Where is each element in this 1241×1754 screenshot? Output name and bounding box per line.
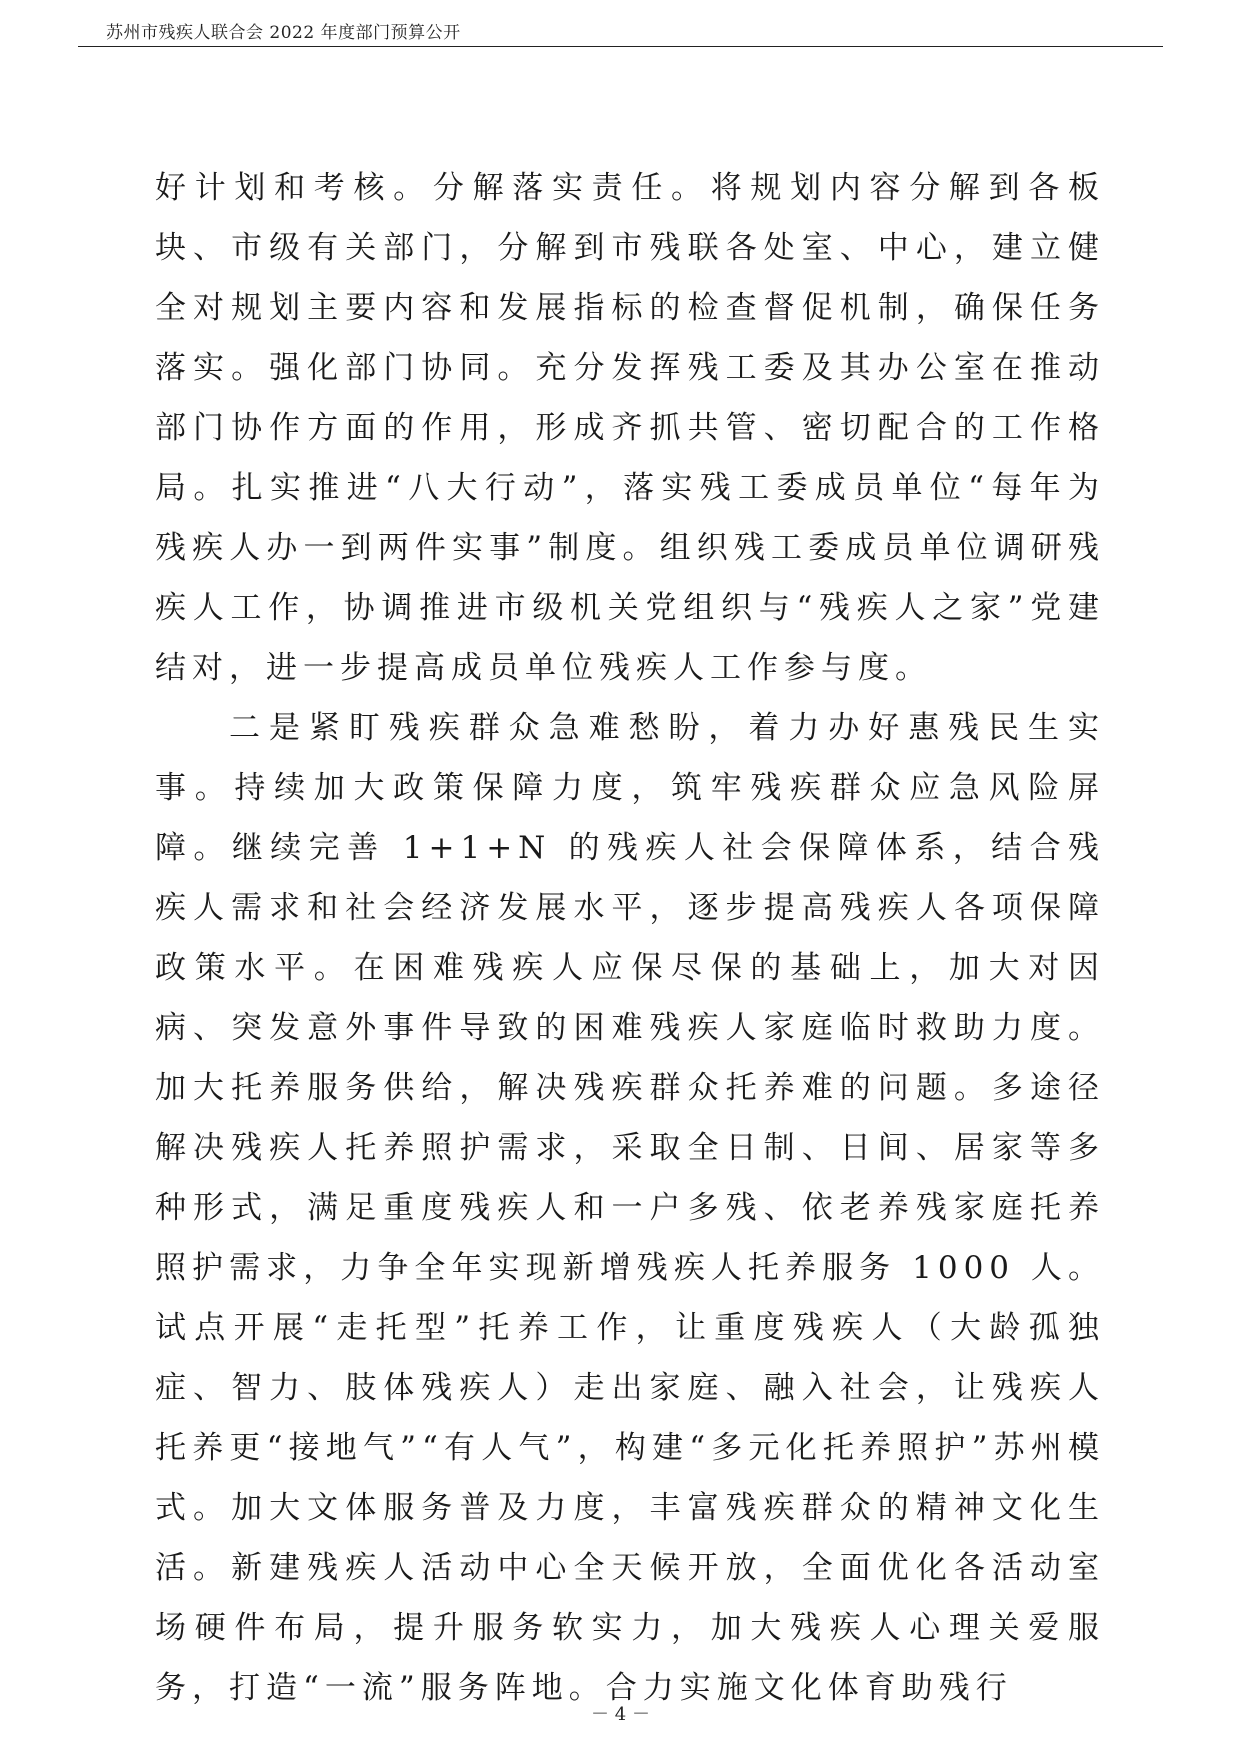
page-number: － 4 － [591,1704,650,1725]
paragraph-point-two: 二是紧盯残疾群众急难愁盼，着力办好惠残民生实事。持续加大政策保障力度，筑牢残疾群众应急风险屏障。继续完善 1+1+N 的残疾人社会保障体系，结合残疾人需求和社会经济发展水平，逐步提高残疾人各项保障政策水平。在困难残疾人应保尽保的基础上，加大对因病、突发意外事件导致的困难残疾人家庭临时救助力度。加大托养服务供给，解决残疾群众托养难的问题。多途径解决残疾人托养照护需求，采取全日制、日间、居家等多种形式，满足重度残疾人和一户多残、依老养残家庭托养照护需求，力争全年实现新增残疾人托养服务 1000 人。试点开展“走托型”托养工作，让重度残疾人（大龄孤独症、智力、肢体残疾人）走出家庭、融入社会，让残疾人托养更“接地气”“有人气”，构建“多元化托养照护”苏州模式。加大文体服务普及力度，丰富残疾群众的精神文化生活。新建残疾人活动中心全天候开放，全面优化各活动室场硬件布局，提升服务软实力，加大残疾人心理关爱服务，打造“一流”服务阵地。合力实施文化体育助残行 [155,710,1105,1706]
page-header [78,14,1163,47]
document-body [155,158,1105,1718]
paragraph-continuation: 好计划和考核。分解落实责任。将规划内容分解到各板块、市级有关部门，分解到市残联各处室、中心，建立健全对规划主要内容和发展指标的检查督促机制，确保任务落实。强化部门协同。充分发挥残工委及其办公室在推动部门协作方面的作用，形成齐抓共管、密切配合的工作格局。扎实推进“八大行动”，落实残工委成员单位“每年为残疾人办一到两件实事”制度。组织残工委成员单位调研残疾人工作，协调推进市级机关党组织与“残疾人之家”党建结对，进一步提高成员单位残疾人工作参与度。 [155,170,1105,686]
header-title: 苏州市残疾人联合会 2022 年度部门预算公开 [106,23,461,43]
